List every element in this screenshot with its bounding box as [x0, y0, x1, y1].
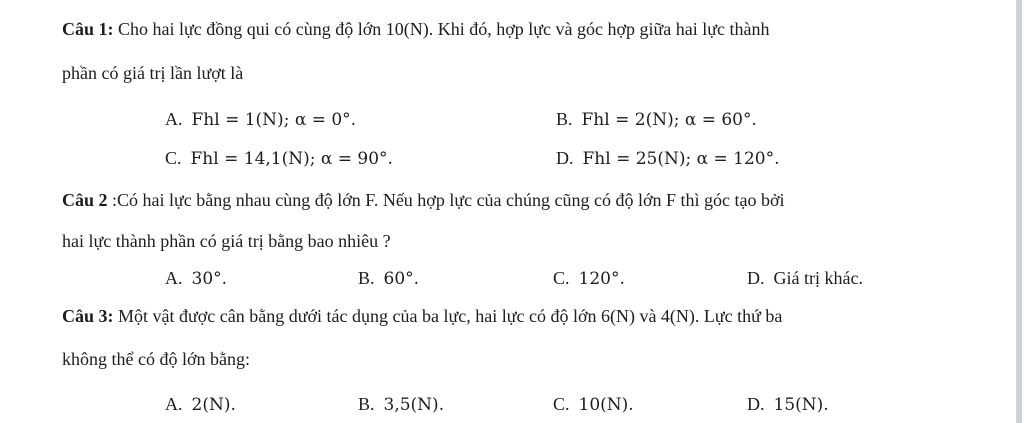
q2-option-b [358, 267, 419, 290]
q1-text-1: Cho hai lực đồng qui có cùng độ lớn 10(N). Khi đó, hợp lực và góc hợp giữa hai lực thành [113, 19, 770, 39]
q3-line-2: không thể có độ lớn bằng: [62, 349, 250, 369]
q1-option-b [556, 108, 757, 131]
q2-option-d-value: Giá trị khác. [773, 268, 863, 288]
q3-line-1 [62, 305, 782, 327]
q3-option-c [553, 393, 634, 416]
q1-option-b-value: Fhl = 2(N); α = 60°. [581, 110, 757, 130]
q2-option-a [165, 267, 227, 290]
q1-option-a-key: A. [165, 109, 183, 129]
q2-option-d-key: D. [747, 268, 765, 288]
q3-text-1: Một vật được cân bằng dưới tác dụng của ba lực, hai lực có độ lớn 6(N) và 4(N). Lực thứ ba [113, 306, 783, 326]
q3-option-b-key: B. [358, 394, 375, 414]
q2-option-c-value: 120°. [578, 269, 625, 289]
q2-line-1 [62, 189, 785, 211]
q2-label: Câu 2 [62, 190, 108, 210]
q1-option-d-value: Fhl = 25(N); α = 120°. [582, 149, 780, 169]
q3-option-d [747, 393, 829, 416]
q2-option-c-key: C. [553, 268, 570, 288]
q2-option-a-value: 30°. [191, 269, 228, 289]
q1-option-c-value: Fhl = 14,1(N); α = 90°. [190, 149, 393, 169]
q3-option-c-value: 10(N). [578, 395, 634, 415]
q3-option-a [165, 393, 236, 416]
q2-option-d [747, 267, 863, 289]
q3-option-a-key: A. [165, 394, 183, 414]
q3-option-b-value: 3,5(N). [383, 395, 445, 415]
q2-line-2: hai lực thành phần có giá trị bằng bao nhiêu ? [62, 231, 391, 251]
q3-option-a-value: 2(N). [191, 395, 236, 415]
q1-option-d-key: D. [556, 148, 574, 168]
q1-option-c [165, 147, 393, 170]
q3-option-d-value: 15(N). [773, 395, 829, 415]
q1-line-1 [62, 18, 769, 40]
q3-option-b [358, 393, 444, 416]
q1-option-b-key: B. [556, 109, 573, 129]
q3-label: Câu 3: [62, 306, 114, 326]
q2-option-b-key: B. [358, 268, 375, 288]
q1-line-2: phần có giá trị lần lượt là [62, 63, 244, 83]
q3-option-d-key: D. [747, 394, 765, 414]
q2-text-1: :Có hai lực bằng nhau cùng độ lớn F. Nếu hợp lực của chúng cũng có độ lớn F thì góc tạo bởi [107, 190, 785, 210]
q1-option-d [556, 147, 780, 170]
right-edge-divider [1016, 0, 1022, 423]
q1-option-a-value: Fhl = 1(N); α = 0°. [191, 110, 357, 130]
q1-label: Câu 1: [62, 19, 114, 39]
q2-option-c [553, 267, 625, 290]
q2-option-b-value: 60°. [383, 269, 420, 289]
q1-option-c-key: C. [165, 148, 182, 168]
q3-option-c-key: C. [553, 394, 570, 414]
q2-option-a-key: A. [165, 268, 183, 288]
q1-option-a [165, 108, 356, 131]
